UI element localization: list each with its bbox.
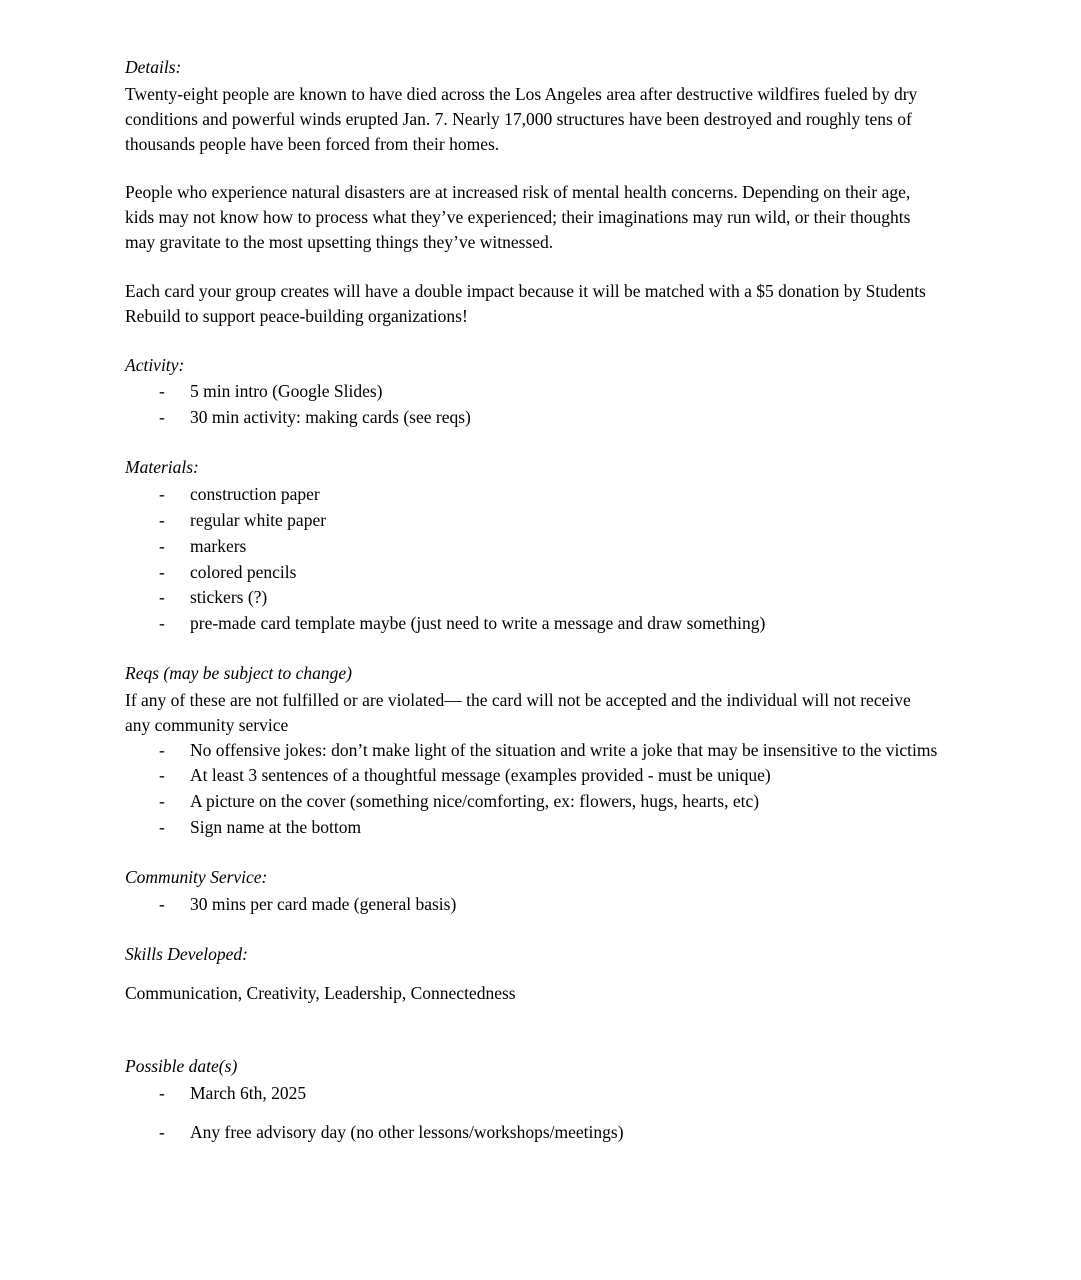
list-item: - 30 min activity: making cards (see reqs) <box>159 405 940 430</box>
list-item: - At least 3 sentences of a thoughtful message (examples provided - must be unique) <box>159 763 940 788</box>
section-details <box>125 55 940 329</box>
spacer <box>125 918 940 942</box>
section-heading-details: Details: <box>125 57 182 77</box>
spacer <box>125 968 940 981</box>
list-item: - pre-made card template maybe (just need to write a message and draw something) <box>159 611 940 636</box>
spacer <box>125 431 940 455</box>
list-item: - colored pencils <box>159 560 940 585</box>
spacer <box>125 255 940 279</box>
section-heading-reqs: Reqs (may be subject to change) <box>125 663 352 684</box>
spacer <box>125 841 940 865</box>
section-heading-skills-developed: Skills Developed: <box>125 943 248 964</box>
reqs-paragraph: If any of these are not fulfilled or are violated— the card will not be accepted and the individual will not receive any community service <box>125 689 911 735</box>
activity-list <box>125 379 940 430</box>
list-item: - 30 mins per card made (general basis) <box>159 892 940 917</box>
details-paragraph-2: People who experience natural disasters are at increased risk of mental health concerns. Depending on their age, kids may not know how to process what they’ve experienced; their imaginations may run wild, or their thoughts may gravitate to the most upsetting things they’ve witnessed. <box>125 182 911 253</box>
reqs-list <box>125 738 940 840</box>
details-paragraph-1: Twenty-eight people are known to have died across the Los Angeles area after destructive wildfires fueled by dry conditions and powerful winds erupted Jan. 7. Nearly 17,000 structures have been destroyed and roughly tens of thousands people have been forced from their homes. <box>125 83 918 154</box>
list-item: - No offensive jokes: don’t make light of the situation and write a joke that may be insensitive to the victims <box>159 738 940 763</box>
list-item: - construction paper <box>159 482 940 507</box>
list-item: - A picture on the cover (something nice/comforting, ex: flowers, hugs, hearts, etc) <box>159 789 940 814</box>
list-item: - Sign name at the bottom <box>159 815 940 840</box>
list-item: - Any free advisory day (no other lessons/workshops/meetings) <box>159 1120 940 1145</box>
skills-paragraph: Communication, Creativity, Leadership, Connectedness <box>125 983 516 1004</box>
section-heading-community-service: Community Service: <box>125 866 268 887</box>
list-item: - regular white paper <box>159 508 940 533</box>
community-service-list <box>125 892 940 917</box>
section-heading-materials: Materials: <box>125 457 199 478</box>
section-activity <box>125 353 940 431</box>
spacer <box>125 329 940 353</box>
section-materials <box>125 455 940 636</box>
spacer <box>125 637 940 661</box>
section-community-service <box>125 865 940 917</box>
list-item: - markers <box>159 534 940 559</box>
details-paragraph-3: Each card your group creates will have a double impact because it will be matched with a $5 donation by Students Rebuild to support peace-building organizations! <box>125 280 926 326</box>
possible-dates-list <box>125 1081 940 1145</box>
spacer <box>125 1030 940 1054</box>
section-reqs <box>125 661 940 840</box>
section-heading-possible-dates: Possible date(s) <box>125 1056 238 1077</box>
section-skills-developed <box>125 942 940 1007</box>
section-heading-activity: Activity: <box>125 354 185 375</box>
materials-list <box>125 482 940 636</box>
list-item: - 5 min intro (Google Slides) <box>159 379 940 404</box>
section-possible-dates <box>125 1054 940 1145</box>
list-item: - March 6th, 2025 <box>159 1081 940 1106</box>
list-item: - stickers (?) <box>159 585 940 610</box>
spacer <box>125 156 940 180</box>
spacer <box>125 1006 940 1030</box>
document-body <box>125 55 940 1145</box>
